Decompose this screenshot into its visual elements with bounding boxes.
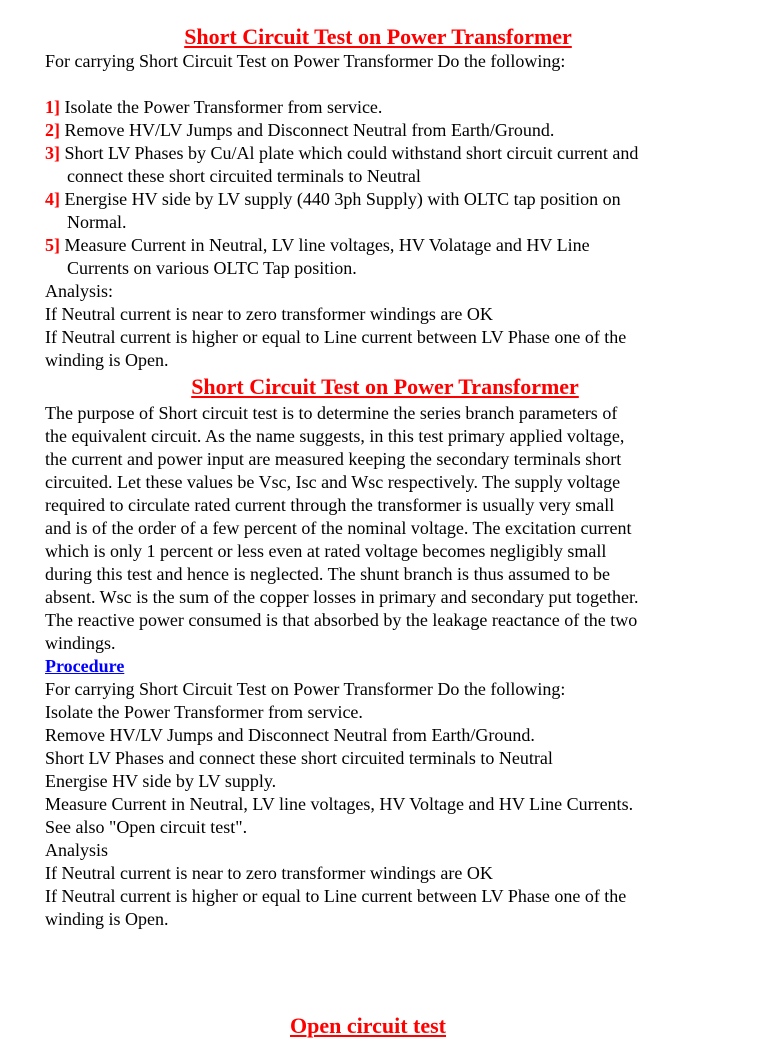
analysis-heading: Analysis:: [45, 281, 114, 301]
step-item: [45, 96, 725, 119]
paragraph-line: which is only 1 percent or less even at rated voltage becomes negligibly small: [45, 541, 607, 561]
section1-analysis: [45, 280, 725, 372]
step-number: 1]: [45, 97, 60, 117]
step-text: Isolate the Power Transformer from service.: [64, 97, 383, 117]
step-text: Remove HV/LV Jumps and Disconnect Neutral from Earth/Ground.: [64, 120, 555, 140]
analysis-line: If Neutral current is higher or equal to Line current between LV Phase one of the: [45, 327, 627, 347]
step-text-continued: Currents on various OLTC Tap position.: [67, 258, 357, 278]
procedure-link[interactable]: Procedure: [45, 656, 125, 676]
step-item: [45, 142, 725, 188]
paragraph-line: and is of the order of a few percent of the nominal voltage. The excitation current: [45, 518, 632, 538]
procedure-line: Measure Current in Neutral, LV line voltages, HV Voltage and HV Line Currents.: [45, 794, 634, 814]
step-text: Energise HV side by LV supply (440 3ph Supply) with OLTC tap position on: [64, 189, 621, 209]
step-number: 5]: [45, 235, 60, 255]
section2-title: Short Circuit Test on Power Transformer: [191, 374, 579, 399]
step-item: [45, 234, 725, 280]
procedure-line: winding is Open.: [45, 909, 169, 929]
step-item: [45, 119, 725, 142]
procedure-line: Remove HV/LV Jumps and Disconnect Neutral from Earth/Ground.: [45, 725, 535, 745]
paragraph-line: circuited. Let these values be Vsc, Isc and Wsc respectively. The supply voltage: [45, 472, 621, 492]
procedure-line: Energise HV side by LV supply.: [45, 771, 277, 791]
step-number: 4]: [45, 189, 60, 209]
paragraph-line: the equivalent circuit. As the name suggests, in this test primary applied voltage,: [45, 426, 625, 446]
procedure-line: See also "Open circuit test".: [45, 817, 248, 837]
paragraph-line: the current and power input are measured keeping the secondary terminals short: [45, 449, 622, 469]
procedure-line: Short LV Phases and connect these short circuited terminals to Neutral: [45, 748, 553, 768]
section1-title: Short Circuit Test on Power Transformer: [184, 24, 572, 49]
procedure-line: Isolate the Power Transformer from service.: [45, 702, 363, 722]
paragraph-line: absent. Wsc is the sum of the copper losses in primary and secondary put together.: [45, 587, 639, 607]
step-item: [45, 188, 725, 234]
document-page: [45, 24, 725, 931]
analysis-line: winding is Open.: [45, 350, 169, 370]
next-section-title: Open circuit test: [290, 1013, 447, 1038]
paragraph-line: The purpose of Short circuit test is to determine the series branch parameters of: [45, 403, 618, 423]
analysis-line: If Neutral current is near to zero transformer windings are OK: [45, 304, 493, 324]
steps-list: [45, 96, 725, 280]
procedure-line: Analysis: [45, 840, 108, 860]
step-number: 2]: [45, 120, 60, 140]
step-number: 3]: [45, 143, 60, 163]
paragraph-line: The reactive power consumed is that absorbed by the leakage reactance of the two: [45, 610, 638, 630]
procedure-line: If Neutral current is near to zero transformer windings are OK: [45, 863, 493, 883]
paragraph-line: required to circulate rated current through the transformer is usually very small: [45, 495, 615, 515]
paragraph-line: during this test and hence is neglected. The shunt branch is thus assumed to be: [45, 564, 611, 584]
blank-line: [45, 73, 725, 96]
paragraph-line: windings.: [45, 633, 116, 653]
section2-paragraph: [45, 402, 725, 655]
procedure-line: If Neutral current is higher or equal to Line current between LV Phase one of the: [45, 886, 627, 906]
step-text: Short LV Phases by Cu/Al plate which could withstand short circuit current and: [64, 143, 639, 163]
procedure-line: For carrying Short Circuit Test on Power Transformer Do the following:: [45, 679, 566, 699]
step-text: Measure Current in Neutral, LV line voltages, HV Volatage and HV Line: [64, 235, 590, 255]
section1-intro: For carrying Short Circuit Test on Power Transformer Do the following:: [45, 51, 566, 71]
step-text-continued: Normal.: [67, 212, 127, 232]
procedure-body: [45, 678, 725, 931]
step-text-continued: connect these short circuited terminals to Neutral: [67, 166, 421, 186]
